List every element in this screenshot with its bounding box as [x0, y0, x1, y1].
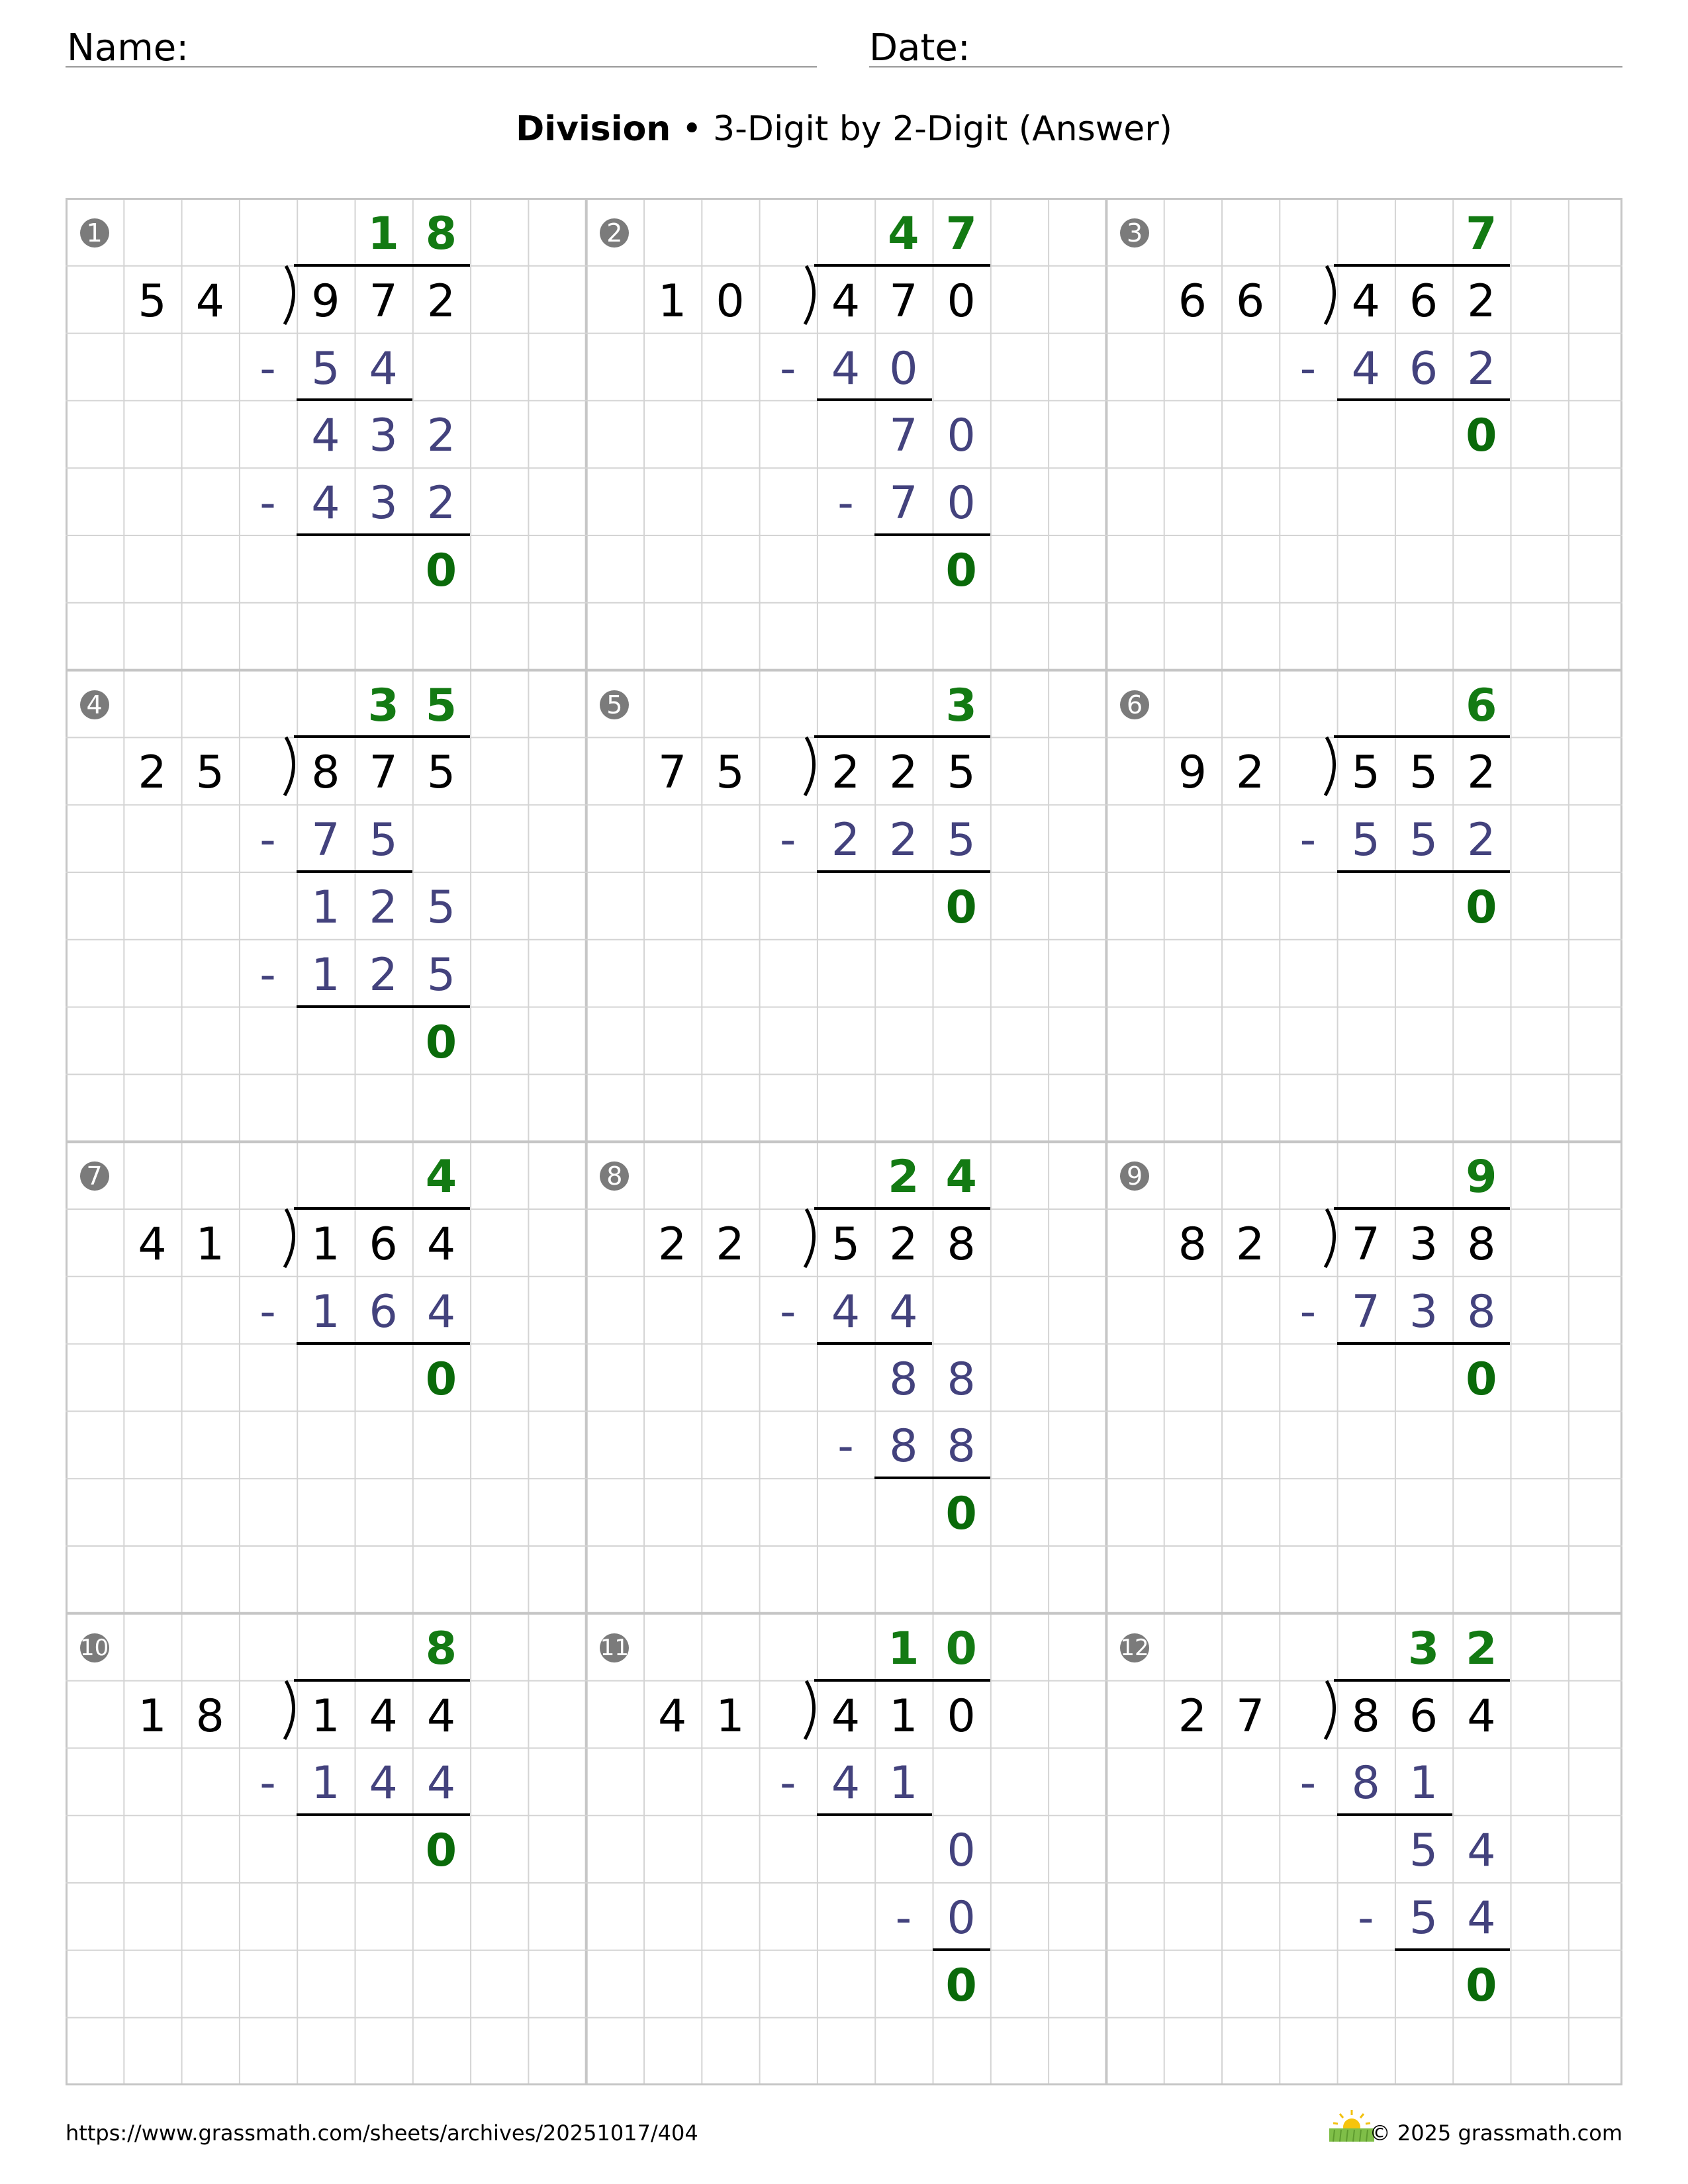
- quotient-digit: 7: [1466, 208, 1497, 260]
- divisor-digit: 6: [1178, 275, 1207, 328]
- quotient-digit: 3: [1407, 1622, 1440, 1675]
- quotient-digit: 4: [888, 208, 919, 260]
- subtrahend-digit: 3: [369, 477, 398, 530]
- dividend-digit: 4: [369, 1690, 398, 1743]
- minus-sign: -: [259, 814, 276, 867]
- problem-number-badge: 11: [600, 1634, 629, 1661]
- subtrahend-digit: 6: [369, 1285, 398, 1338]
- problem-number-badge: 1: [80, 218, 109, 248]
- subtrahend-digit: 0: [947, 477, 976, 530]
- difference-digit: 0: [947, 1825, 976, 1878]
- subtrahend-digit: 1: [311, 1285, 340, 1338]
- divisor-digit: 4: [138, 1218, 167, 1271]
- quotient-digit: 9: [1466, 1151, 1497, 1204]
- minus-sign: -: [1299, 1757, 1317, 1810]
- quotient-digit: 6: [1466, 679, 1497, 732]
- subtrahend-digit: 5: [1409, 1892, 1438, 1944]
- minus-sign: -: [1299, 342, 1317, 395]
- quotient-digit: 8: [425, 208, 457, 260]
- name-line[interactable]: [66, 66, 817, 68]
- dividend-digit: 5: [947, 747, 976, 799]
- problem-number-badge: 7: [80, 1161, 109, 1191]
- title-topic: Division: [516, 109, 671, 149]
- subtrahend-digit: 1: [889, 1757, 918, 1810]
- divisor-digit: 2: [1236, 747, 1265, 799]
- division-bracket: [800, 734, 826, 801]
- divisor-digit: 2: [1236, 1218, 1265, 1271]
- difference-digit: 5: [426, 882, 456, 934]
- minus-sign: -: [1299, 1285, 1317, 1338]
- difference-digit: 5: [1409, 1825, 1438, 1878]
- dividend-digit: 2: [831, 747, 861, 799]
- quotient-digit: 2: [1466, 1622, 1497, 1675]
- division-bar: [294, 735, 470, 738]
- subtrahend-digit: 5: [369, 814, 398, 867]
- divisor-digit: 2: [658, 1218, 687, 1271]
- division-bar: [294, 1679, 470, 1682]
- divisor-digit: 2: [1178, 1690, 1207, 1743]
- subtrahend-digit: 2: [1467, 342, 1496, 395]
- subtrahend-digit: 4: [1351, 342, 1380, 395]
- subtrahend-digit: 2: [889, 814, 918, 867]
- division-bar: [814, 735, 990, 738]
- division-bar: [814, 1207, 990, 1210]
- quotient-digit: 5: [425, 679, 457, 732]
- subtrahend-digit: 6: [1409, 342, 1438, 395]
- subtrahend-digit: 4: [426, 1285, 456, 1338]
- dividend-digit: 1: [889, 1690, 918, 1743]
- division-bracket: [1320, 734, 1346, 801]
- name-label: Name:: [67, 26, 189, 69]
- dividend-digit: 9: [311, 275, 340, 328]
- dividend-digit: 1: [311, 1690, 340, 1743]
- dividend-digit: 5: [831, 1218, 861, 1271]
- division-bracket: [279, 734, 306, 801]
- quotient-digit: 4: [945, 1151, 977, 1204]
- division-bar: [1334, 735, 1510, 738]
- minus-sign: -: [1299, 814, 1317, 867]
- problem-number-badge: 10: [80, 1634, 109, 1661]
- remainder-digit: 0: [1466, 882, 1497, 934]
- dividend-digit: 2: [1467, 275, 1496, 328]
- title-subtitle: • 3-Digit by 2-Digit (Answer): [671, 109, 1172, 149]
- dividend-digit: 4: [1467, 1690, 1496, 1743]
- difference-digit: 0: [947, 410, 976, 463]
- dividend-digit: 7: [889, 275, 918, 328]
- division-bracket: [1320, 1678, 1346, 1745]
- problem-number-badge: 2: [600, 218, 629, 248]
- remainder-digit: 0: [425, 545, 457, 597]
- minus-sign: -: [779, 342, 796, 395]
- subtrahend-digit: 8: [1467, 1285, 1496, 1338]
- minus-sign: -: [259, 1757, 276, 1810]
- subtrahend-digit: 4: [831, 1285, 861, 1338]
- subtrahend-digit: 4: [311, 477, 340, 530]
- problem-number-badge: 12: [1120, 1634, 1149, 1661]
- dividend-digit: 4: [1351, 275, 1380, 328]
- remainder-digit: 0: [1466, 1353, 1497, 1406]
- dividend-digit: 6: [1409, 275, 1438, 328]
- difference-digit: 3: [369, 410, 398, 463]
- dividend-digit: 2: [1467, 747, 1496, 799]
- dividend-digit: 0: [947, 1690, 976, 1743]
- subtrahend-digit: 1: [311, 948, 340, 1001]
- divisor-digit: 9: [1178, 747, 1207, 799]
- division-bar: [1334, 1679, 1510, 1682]
- dividend-digit: 5: [1351, 747, 1380, 799]
- subtrahend-digit: 4: [1467, 1892, 1496, 1944]
- subtrahend-digit: 5: [1351, 814, 1380, 867]
- division-bar: [1334, 1207, 1510, 1210]
- subtrahend-digit: 4: [831, 342, 861, 395]
- quotient-digit: 0: [945, 1622, 977, 1675]
- dividend-digit: 8: [311, 747, 340, 799]
- remainder-digit: 0: [945, 1488, 977, 1541]
- minus-sign: -: [895, 1892, 912, 1944]
- division-bar: [814, 1679, 990, 1682]
- divisor-digit: 7: [658, 747, 687, 799]
- subtrahend-digit: 4: [369, 342, 398, 395]
- divisor-digit: 6: [1236, 275, 1265, 328]
- subtrahend-digit: 2: [831, 814, 861, 867]
- remainder-digit: 0: [945, 545, 977, 597]
- division-bracket: [800, 1678, 826, 1745]
- footer-url: https://www.grassmath.com/sheets/archives/20251017/404: [66, 2120, 698, 2146]
- minus-sign: -: [259, 1285, 276, 1338]
- quotient-digit: 1: [367, 208, 399, 260]
- dividend-digit: 4: [426, 1690, 456, 1743]
- division-bracket: [1320, 263, 1346, 330]
- footer-copyright: © 2025 grassmath.com: [1369, 2120, 1622, 2146]
- divisor-digit: 1: [658, 275, 687, 328]
- division-bracket: [279, 1678, 306, 1745]
- subtrahend-digit: 8: [889, 1420, 918, 1473]
- divisor-digit: 0: [716, 275, 745, 328]
- division-bar: [294, 264, 470, 267]
- subtrahend-digit: 4: [369, 1757, 398, 1810]
- minus-sign: -: [259, 477, 276, 530]
- division-bracket: [1320, 1206, 1346, 1273]
- quotient-digit: 3: [367, 679, 399, 732]
- division-bracket: [279, 263, 306, 330]
- difference-digit: 2: [369, 882, 398, 934]
- minus-sign: -: [259, 948, 276, 1001]
- dividend-digit: 4: [831, 275, 861, 328]
- remainder-digit: 0: [945, 1959, 977, 2012]
- minus-sign: -: [779, 1285, 796, 1338]
- dividend-digit: 8: [947, 1218, 976, 1271]
- problem-number-badge: 4: [80, 690, 109, 719]
- divisor-digit: 2: [716, 1218, 745, 1271]
- difference-digit: 7: [889, 410, 918, 463]
- subtrahend-digit: 5: [311, 342, 340, 395]
- division-bar: [294, 1207, 470, 1210]
- minus-sign: -: [259, 342, 276, 395]
- divisor-digit: 1: [195, 1218, 224, 1271]
- dividend-digit: 7: [1351, 1218, 1380, 1271]
- problem-number-badge: 5: [600, 690, 629, 719]
- division-bracket: [800, 263, 826, 330]
- date-line[interactable]: [869, 66, 1622, 68]
- remainder-digit: 0: [1466, 1959, 1497, 2012]
- subtrahend-digit: 5: [1409, 814, 1438, 867]
- dividend-digit: 2: [426, 275, 456, 328]
- subtrahend-digit: 5: [426, 948, 456, 1001]
- difference-digit: 4: [1467, 1825, 1496, 1878]
- subtrahend-digit: 8: [1351, 1757, 1380, 1810]
- subtrahend-digit: 7: [1351, 1285, 1380, 1338]
- dividend-digit: 7: [369, 747, 398, 799]
- quotient-digit: 2: [888, 1151, 919, 1204]
- divisor-digit: 5: [195, 747, 224, 799]
- problem-number-badge: 6: [1120, 690, 1149, 719]
- quotient-digit: 3: [945, 679, 977, 732]
- subtraction-line: [817, 1813, 933, 1816]
- dividend-digit: 2: [889, 1218, 918, 1271]
- remainder-digit: 0: [425, 1825, 457, 1878]
- divisor-digit: 1: [716, 1690, 745, 1743]
- difference-digit: 1: [311, 882, 340, 934]
- divisor-digit: 4: [195, 275, 224, 328]
- divisor-digit: 4: [658, 1690, 687, 1743]
- divisor-digit: 2: [138, 747, 167, 799]
- subtrahend-digit: 4: [426, 1757, 456, 1810]
- problem-number-badge: 8: [600, 1161, 629, 1191]
- page-title: [0, 107, 1688, 151]
- difference-digit: 8: [889, 1353, 918, 1406]
- subtrahend-digit: 2: [1467, 814, 1496, 867]
- difference-digit: 2: [426, 410, 456, 463]
- subtrahend-digit: 2: [369, 948, 398, 1001]
- dividend-digit: 0: [947, 275, 976, 328]
- divisor-digit: 5: [138, 275, 167, 328]
- minus-sign: -: [779, 814, 796, 867]
- quotient-digit: 8: [425, 1622, 457, 1675]
- divisor-digit: 5: [716, 747, 745, 799]
- dividend-digit: 4: [426, 1218, 456, 1271]
- minus-sign: -: [1357, 1892, 1374, 1944]
- division-bracket: [800, 1206, 826, 1273]
- subtrahend-digit: 1: [1409, 1757, 1438, 1810]
- date-label: Date:: [869, 26, 970, 69]
- subtrahend-digit: 5: [947, 814, 976, 867]
- minus-sign: -: [779, 1757, 796, 1810]
- difference-digit: 4: [311, 410, 340, 463]
- problem-number-badge: 3: [1120, 218, 1149, 248]
- minus-sign: -: [837, 1420, 854, 1473]
- dividend-digit: 6: [1409, 1690, 1438, 1743]
- minus-sign: -: [837, 477, 854, 530]
- divisor-digit: 8: [195, 1690, 224, 1743]
- subtrahend-digit: 2: [426, 477, 456, 530]
- remainder-digit: 0: [425, 1016, 457, 1069]
- quotient-digit: 1: [888, 1622, 919, 1675]
- subtrahend-digit: 7: [889, 477, 918, 530]
- remainder-digit: 0: [1466, 410, 1497, 463]
- subtrahend-digit: 8: [947, 1420, 976, 1473]
- remainder-digit: 0: [945, 882, 977, 934]
- subtrahend-digit: 1: [311, 1757, 340, 1810]
- division-bar: [1334, 264, 1510, 267]
- dividend-digit: 3: [1409, 1218, 1438, 1271]
- dividend-digit: 2: [889, 747, 918, 799]
- divisor-digit: 7: [1236, 1690, 1265, 1743]
- dividend-digit: 8: [1351, 1690, 1380, 1743]
- subtrahend-digit: 0: [889, 342, 918, 395]
- quotient-digit: 7: [945, 208, 977, 260]
- difference-digit: 8: [947, 1353, 976, 1406]
- quotient-digit: 4: [425, 1151, 457, 1204]
- remainder-digit: 0: [425, 1353, 457, 1406]
- division-bracket: [279, 1206, 306, 1273]
- division-bar: [814, 264, 990, 267]
- subtrahend-digit: 7: [311, 814, 340, 867]
- dividend-digit: 4: [831, 1690, 861, 1743]
- problem-number-badge: 9: [1120, 1161, 1149, 1191]
- dividend-digit: 5: [1409, 747, 1438, 799]
- divisor-digit: 8: [1178, 1218, 1207, 1271]
- divisor-digit: 1: [138, 1690, 167, 1743]
- dividend-digit: 7: [369, 275, 398, 328]
- subtrahend-digit: 4: [831, 1757, 861, 1810]
- dividend-digit: 1: [311, 1218, 340, 1271]
- subtrahend-digit: 0: [947, 1892, 976, 1944]
- subtrahend-digit: 3: [1409, 1285, 1438, 1338]
- subtrahend-digit: 4: [889, 1285, 918, 1338]
- dividend-digit: 6: [369, 1218, 398, 1271]
- dividend-digit: 8: [1467, 1218, 1496, 1271]
- dividend-digit: 5: [426, 747, 456, 799]
